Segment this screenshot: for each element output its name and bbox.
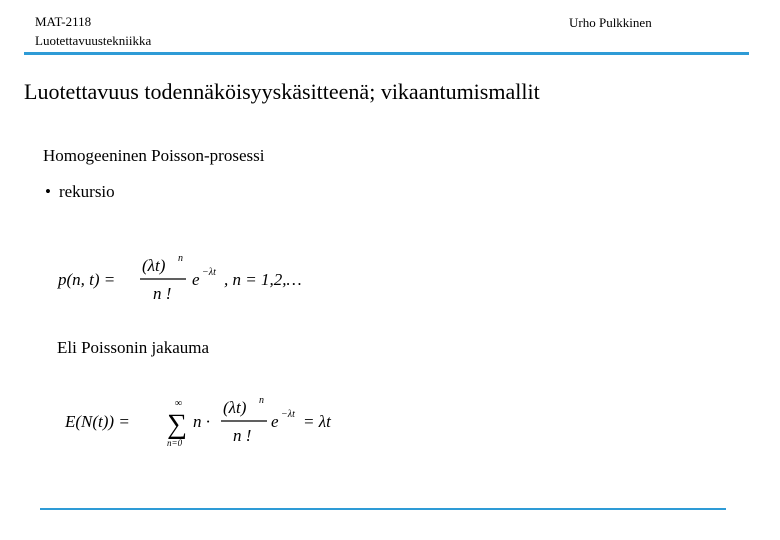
formula-numerator-exponent: n: [178, 253, 183, 264]
slide-title: Luotettavuus todennäköisyyskäsitteenä; vikaantumismallit: [24, 79, 540, 104]
expectation-denominator: n !: [233, 426, 252, 445]
bullet-icon: •: [45, 182, 51, 201]
formula-lhs: p(n, t) =: [58, 270, 116, 289]
expectation-formula: [63, 392, 363, 452]
expectation-numerator: (λt): [223, 398, 247, 417]
formula-index-range: , n = 1,2,…: [224, 270, 302, 289]
expectation-exp-base: e: [271, 412, 279, 431]
bullet-item: [45, 181, 115, 203]
expectation-lhs: E(N(t)) =: [65, 412, 130, 431]
author-name: Urho Pulkkinen: [569, 15, 652, 30]
formula-exp-power: −λt: [202, 267, 216, 278]
bullet-text: rekursio: [58, 182, 115, 201]
sum-lower-limit: n=0: [167, 438, 183, 448]
distribution-label: Eli Poissonin jakauma: [57, 338, 210, 357]
poisson-formula: [56, 248, 326, 306]
course-name: Luotettavuustekniikka: [35, 33, 152, 48]
header-divider: [24, 52, 749, 55]
expectation-exp-power: −λt: [281, 409, 295, 420]
sum-upper-limit: ∞: [175, 398, 183, 409]
expectation-term: n ·: [193, 412, 210, 431]
formula-numerator: (λt): [142, 256, 166, 275]
formula-exp-base: e: [192, 270, 200, 289]
section-heading: Homogeeninen Poisson-prosessi: [43, 146, 265, 165]
footer-divider: [40, 508, 726, 510]
course-code: MAT-2118: [35, 14, 92, 29]
expectation-numerator-exponent: n: [259, 395, 264, 406]
expectation-rhs: = λt: [303, 412, 331, 431]
formula-denominator: n !: [153, 284, 172, 303]
sum-symbol: ∑: [167, 409, 187, 440]
